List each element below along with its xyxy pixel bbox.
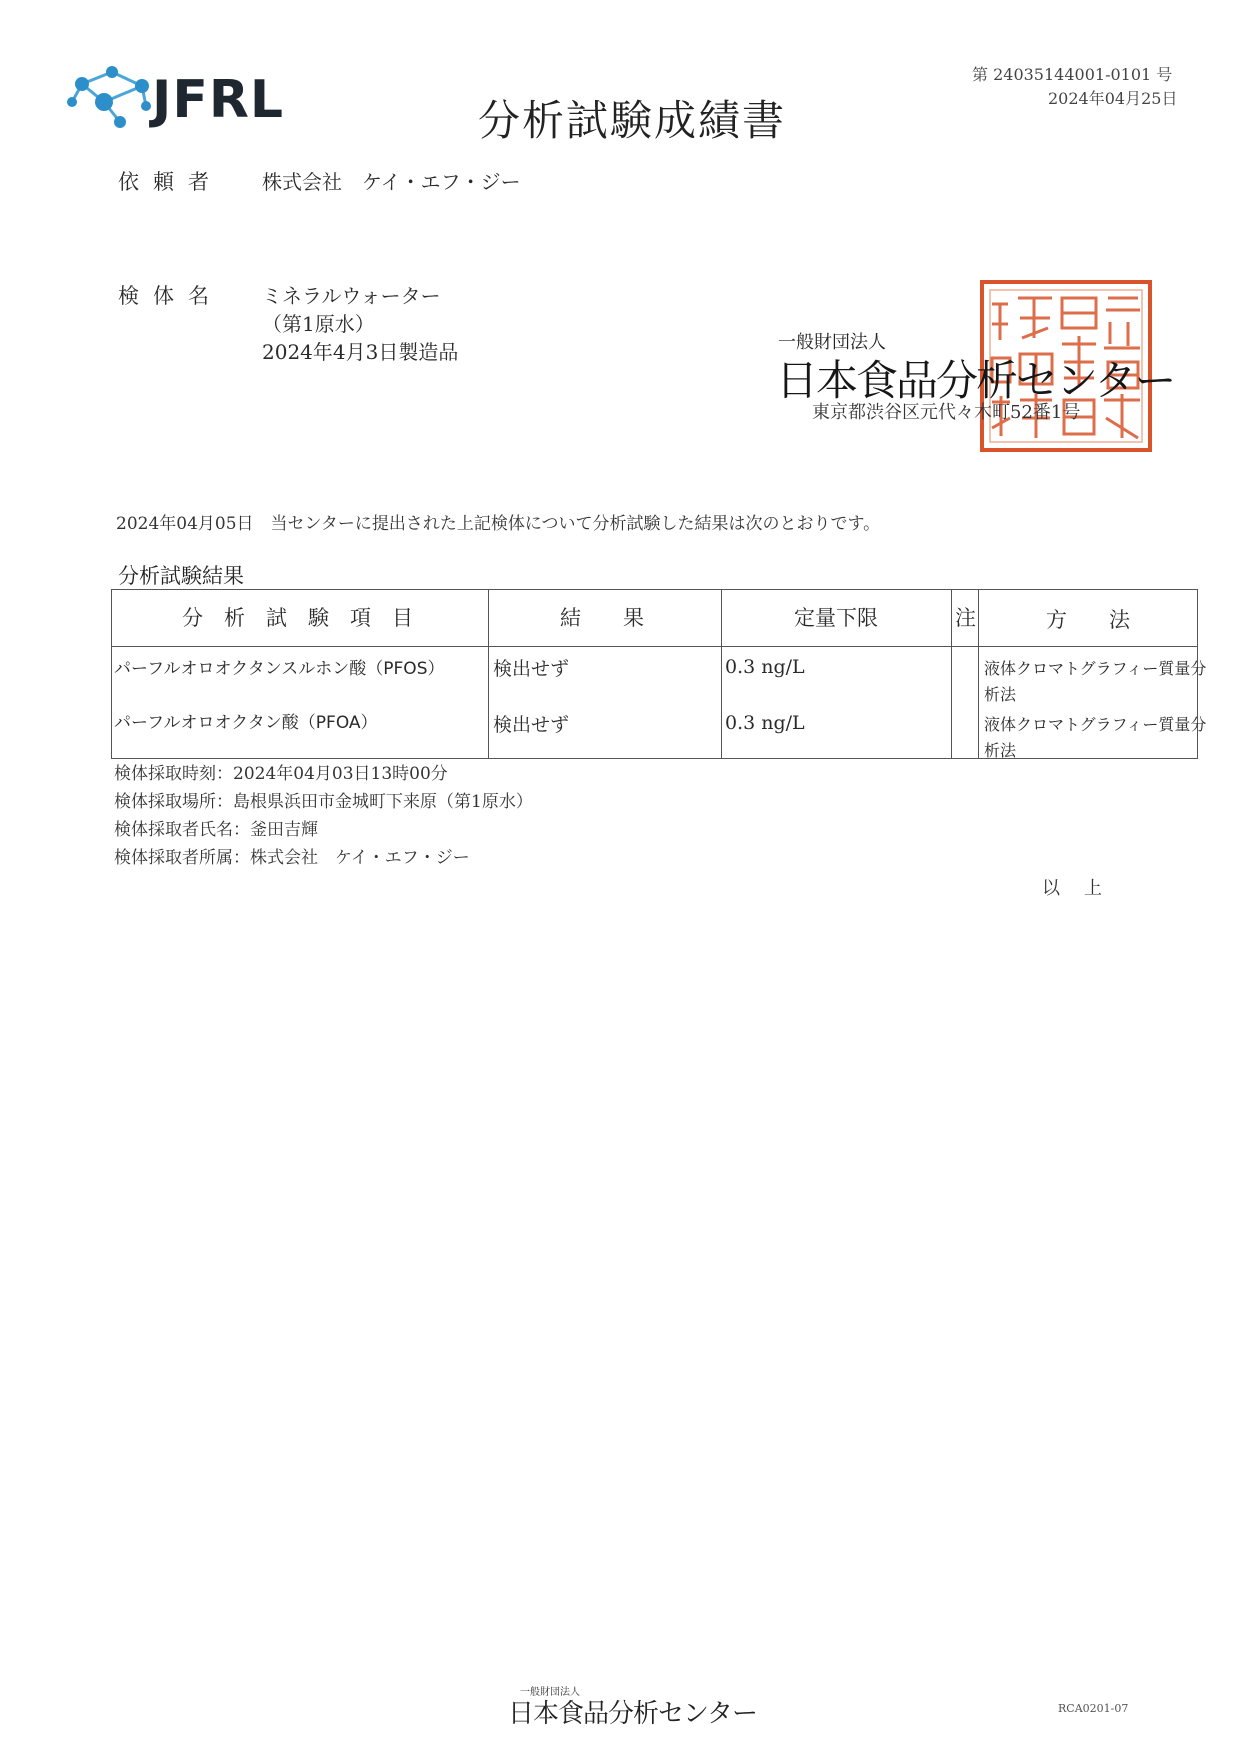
- table-divider: [978, 590, 979, 758]
- footer-org-type: 一般財団法人: [520, 1687, 580, 1698]
- sample-source: （第1原水）: [262, 312, 375, 336]
- sample-label: 検体名: [118, 284, 223, 308]
- column-header-limit: 定量下限: [794, 606, 878, 630]
- table-divider: [488, 590, 489, 758]
- table-row-item: パーフルオロオクタン酸（PFOA）: [114, 713, 378, 733]
- table-row-method: 液体クロマトグラフィー質量分: [984, 715, 1207, 734]
- logo-text: JFRL: [152, 70, 285, 130]
- footer-org-name: 日本食品分析センター: [508, 1699, 757, 1729]
- sampler-affiliation: 検体採取者所属：株式会社 ケイ・エフ・ジー: [114, 848, 470, 868]
- results-heading: 分析試験結果: [118, 564, 244, 588]
- sampler-name: 検体採取者氏名：釜田吉輝: [114, 820, 318, 840]
- sample-name: ミネラルウォーター: [262, 284, 441, 308]
- table-row-method: 析法: [984, 685, 1017, 704]
- table-row-limit: 0.3 ng/L: [725, 712, 805, 734]
- table-row-result: 検出せず: [493, 658, 570, 680]
- client-label: 依頼者: [118, 170, 223, 194]
- table-header-divider: [112, 646, 1197, 647]
- table-row-result: 検出せず: [493, 714, 570, 736]
- sampling-location: 検体採取場所：島根県浜田市金城町下来原（第1原水）: [114, 792, 533, 812]
- table-row-method: 析法: [984, 741, 1017, 760]
- sample-production-date: 2024年4月3日製造品: [262, 340, 459, 364]
- issuer-address: 東京都渋谷区元代々木町52番1号: [812, 402, 1081, 423]
- table-divider: [721, 590, 722, 758]
- document-number: 第 24035144001-0101 号: [972, 65, 1173, 84]
- statement-text: 2024年04月05日 当センターに提出された上記検体について分析試験した結果は次のとおりです。: [116, 514, 881, 534]
- client-value: 株式会社 ケイ・エフ・ジー: [262, 170, 521, 194]
- issue-date: 2024年04月25日: [1048, 89, 1178, 108]
- column-header-method: 方 法: [1046, 608, 1130, 632]
- sampling-time: 検体採取時刻：2024年04月03日13時00分: [114, 764, 448, 784]
- table-row-item: パーフルオロオクタンスルホン酸（PFOS）: [114, 659, 445, 679]
- table-row-method: 液体クロマトグラフィー質量分: [984, 659, 1207, 678]
- issuer-name: 日本食品分析センター: [776, 356, 1175, 405]
- column-header-note: 注: [955, 606, 976, 630]
- document-title: 分析試験成績書: [478, 96, 787, 145]
- table-divider: [951, 590, 952, 758]
- column-header-result: 結 果: [560, 606, 644, 630]
- issuer-org-type: 一般財団法人: [778, 332, 886, 353]
- results-table: [111, 589, 1207, 760]
- column-header-item: 分 析 試 験 項 目: [182, 606, 413, 630]
- table-row-limit: 0.3 ng/L: [725, 656, 805, 678]
- form-code: RCA0201-07: [1058, 1702, 1129, 1715]
- end-mark: 以上: [1042, 878, 1126, 899]
